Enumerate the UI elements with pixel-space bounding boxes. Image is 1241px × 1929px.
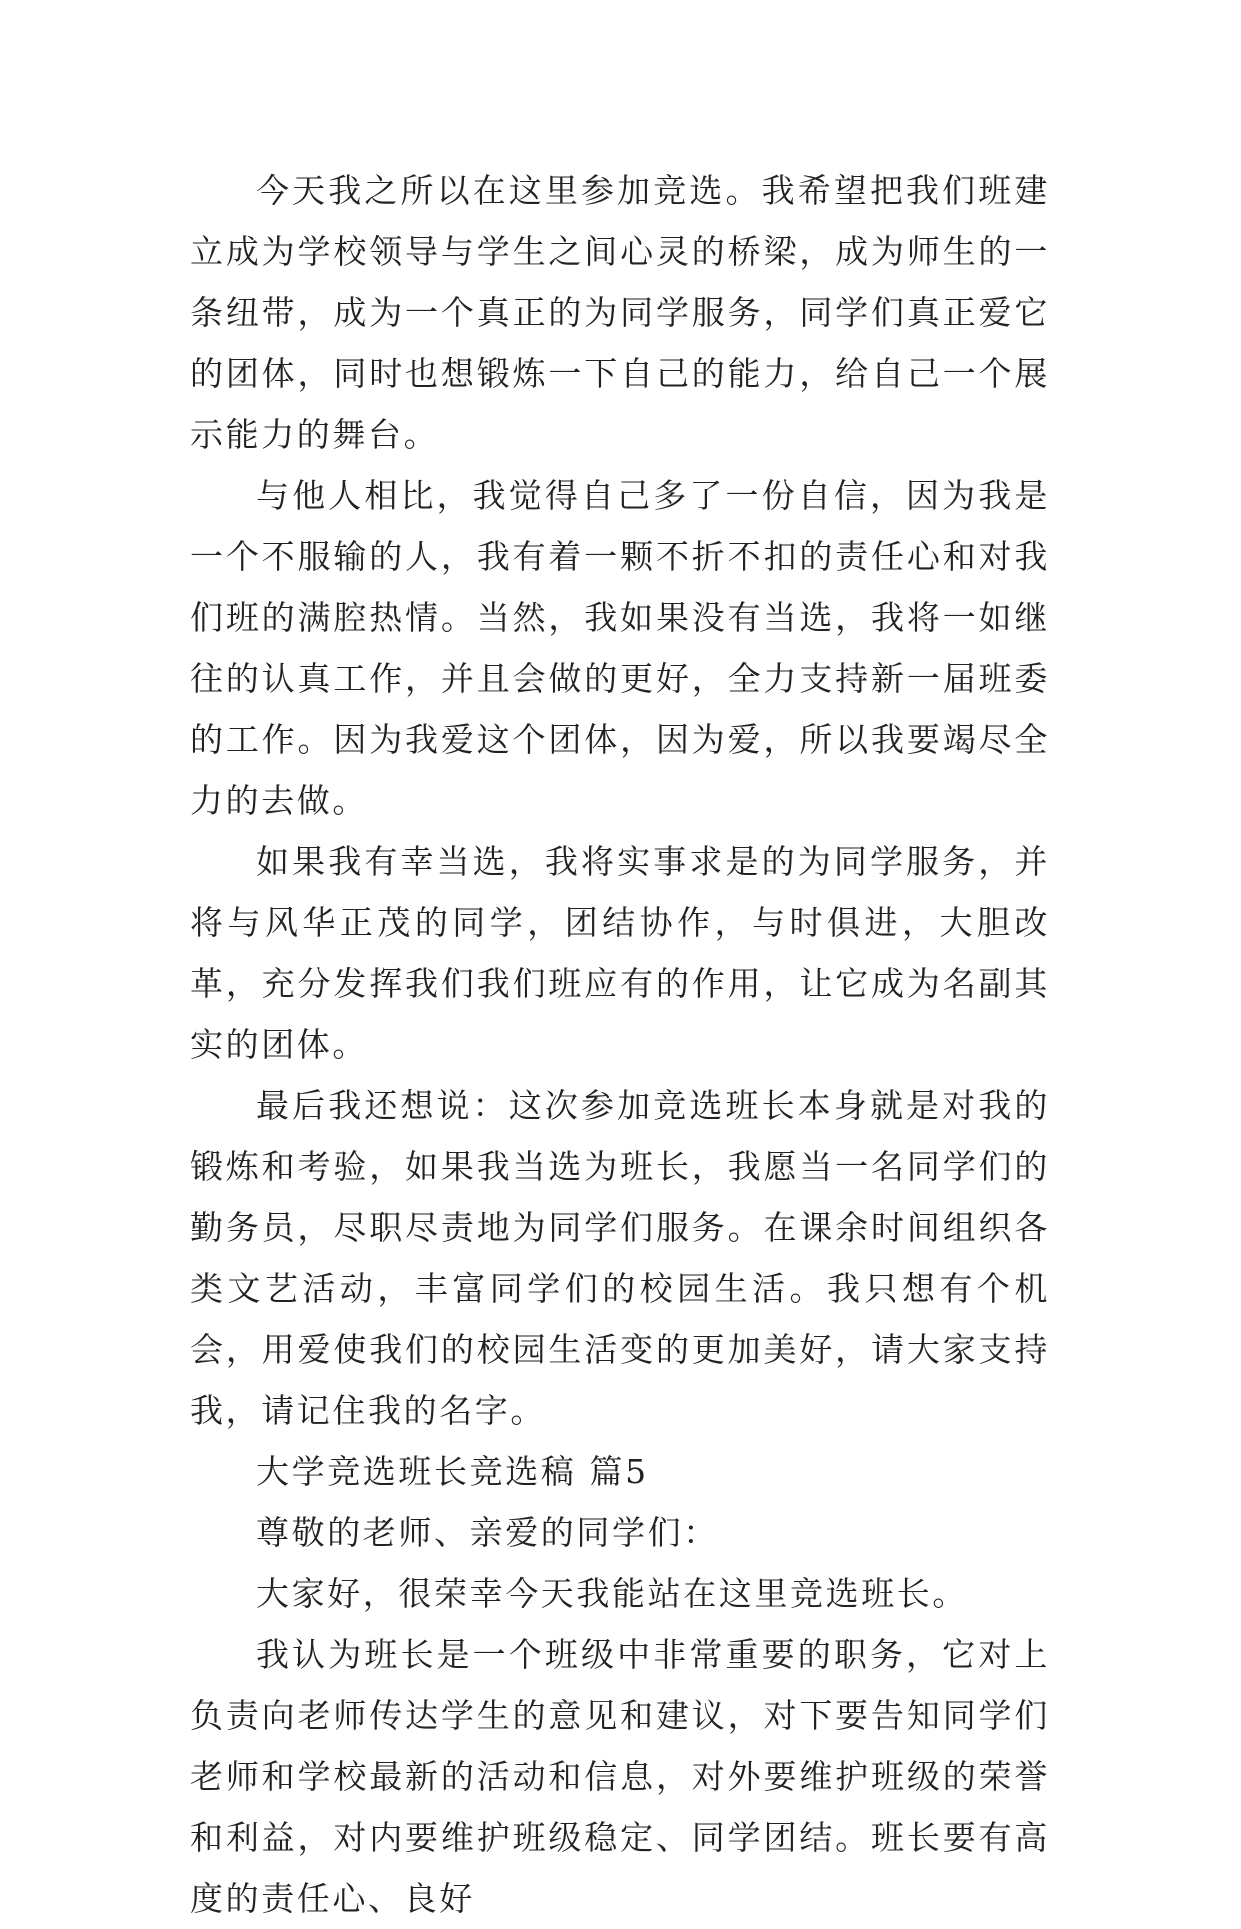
paragraph-monitor-role: 我认为班长是一个班级中非常重要的职务，它对上负责向老师传达学生的意见和建议，对下要告知同学们老师和学校最新的活动和信息，对外要维护班级的荣誉和利益，对内要维护班级稳定、同学团结。班长要有高度的责任心、良好 <box>190 1635 1050 1918</box>
document-body <box>190 160 1050 1929</box>
greeting-line: 尊敬的老师、亲爱的同学们： <box>256 1513 719 1552</box>
paragraph-campaign-purpose: 今天我之所以在这里参加竞选。我希望把我们班建立成为学校领导与学生之间心灵的桥梁，成为师生的一条纽带，成为一个真正的为同学服务，同学们真正爱它的团体，同时也想锻炼一下自己的能力，给自己一个展示能力的舞台。 <box>190 171 1050 454</box>
opening-line: 大家好，很荣幸今天我能站在这里竞选班长。 <box>256 1574 968 1613</box>
section-heading: 大学竞选班长竞选稿 篇5 <box>256 1452 649 1491</box>
paragraph-self-confidence: 与他人相比，我觉得自己多了一份自信，因为我是一个不服输的人，我有着一颗不折不扣的责任心和对我们班的满腔热情。当然，我如果没有当选，我将一如继往的认真工作，并且会做的更好，全力支持新一届班委的工作。因为我爱这个团体，因为爱，所以我要竭尽全力的去做。 <box>190 476 1050 820</box>
paragraph-closing-remarks: 最后我还想说：这次参加竞选班长本身就是对我的锻炼和考验，如果我当选为班长，我愿当一名同学们的勤务员，尽职尽责地为同学们服务。在课余时间组织各类文艺活动，丰富同学们的校园生活。我只想有个机会，用爱使我们的校园生活变的更加美好，请大家支持我，请记住我的名字。 <box>190 1086 1050 1430</box>
paragraph-if-elected: 如果我有幸当选，我将实事求是的为同学服务，并将与风华正茂的同学，团结协作，与时俱进，大胆改革，充分发挥我们我们班应有的作用，让它成为名副其实的团体。 <box>190 842 1050 1064</box>
